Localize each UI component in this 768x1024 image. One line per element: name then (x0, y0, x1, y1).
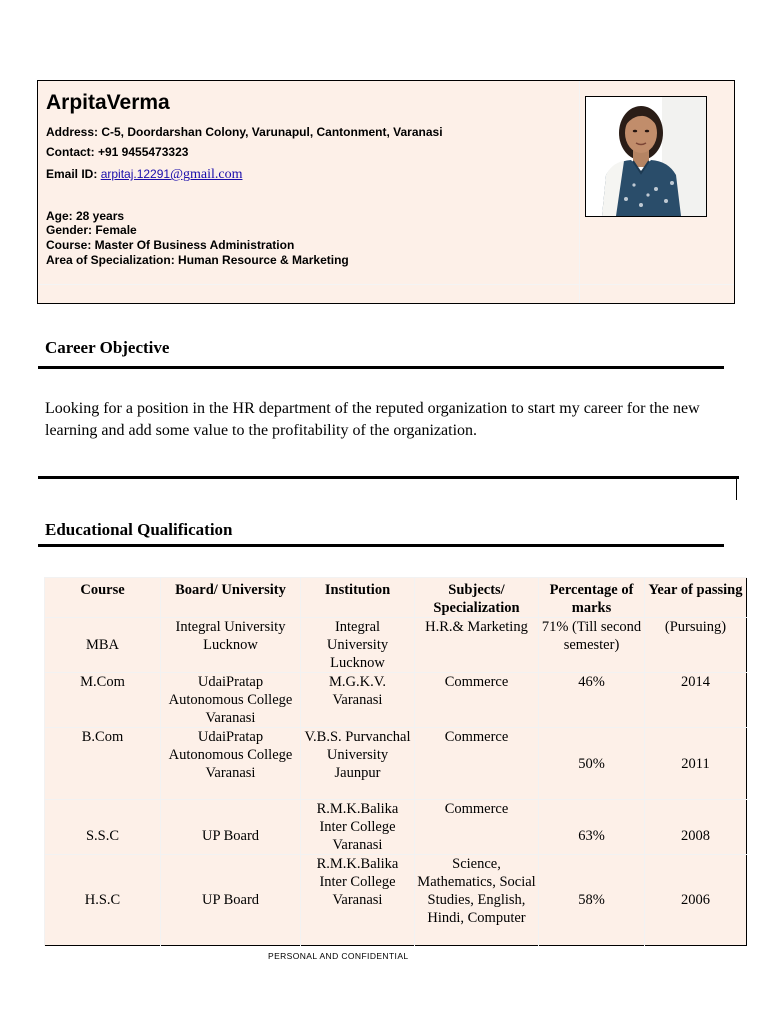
gender-line: Gender: Female (46, 223, 137, 237)
cell-year: (Pursuing) (645, 618, 747, 673)
section-divider (38, 544, 724, 547)
cell-board: UP Board (161, 855, 301, 946)
cell-course: M.Com (45, 673, 161, 728)
footer-confidential-note: PERSONAL AND CONFIDENTIAL (268, 951, 409, 961)
cell-course: H.S.C (45, 855, 161, 946)
cell-year: 2014 (645, 673, 747, 728)
cell-subjects: Commerce (415, 728, 539, 800)
cell-subjects: Science, Mathematics, Social Studies, English, Hindi, Computer (415, 855, 539, 946)
cell-percentage: 71% (Till second semester) (539, 618, 645, 673)
table-row (45, 728, 747, 800)
section-divider (38, 366, 724, 369)
cell-percentage: 50% (539, 728, 645, 800)
email-line (46, 167, 242, 183)
email-user: arpitaj.12291 (100, 167, 171, 181)
email-label: Email ID: (46, 167, 101, 181)
cell-year: 2011 (645, 728, 747, 800)
email-domain: @gmail.com (170, 167, 243, 182)
cell-institution: V.B.S. Purvanchal University Jaunpur (301, 728, 415, 800)
email-link[interactable] (101, 167, 243, 181)
cell-institution: R.M.K.Balika Inter College Varanasi (301, 800, 415, 855)
specialization-line: Area of Specialization: Human Resource & Marketing (46, 253, 349, 267)
cell-institution: Integral University Lucknow (301, 618, 415, 673)
cell-percentage: 63% (539, 800, 645, 855)
section-divider (38, 476, 739, 479)
column-header: Board/ University (161, 578, 301, 618)
column-header: Course (45, 578, 161, 618)
cell-percentage: 46% (539, 673, 645, 728)
table-row (45, 800, 747, 855)
cell-institution: R.M.K.Balika Inter College Varanasi (301, 855, 415, 946)
table-row (45, 618, 747, 673)
cell-year: 2006 (645, 855, 747, 946)
cell-course: S.S.C (45, 800, 161, 855)
table-row (45, 855, 747, 946)
cell-institution: M.G.K.V. Varanasi (301, 673, 415, 728)
profile-header-box (37, 80, 735, 304)
cell-subjects: Commerce (415, 800, 539, 855)
divider-tick (736, 479, 737, 500)
person-portrait-icon (586, 97, 706, 216)
column-header: Percentage of marks (539, 578, 645, 618)
cell-board: UP Board (161, 800, 301, 855)
cell-subjects: Commerce (415, 673, 539, 728)
cell-subjects: H.R.& Marketing (415, 618, 539, 673)
candidate-name: ArpitaVerma (46, 91, 170, 114)
column-header: Institution (301, 578, 415, 618)
column-header: Subjects/ Specialization (415, 578, 539, 618)
career-objective-text: Looking for a position in the HR department of the reputed organization to start my career for the new learning and add some value to the profitability of the organization. (45, 400, 700, 439)
education-heading: Educational Qualification (45, 520, 233, 539)
education-table (44, 577, 747, 946)
column-header: Year of passing (645, 578, 747, 618)
cell-course: MBA (45, 618, 161, 673)
cell-year: 2008 (645, 800, 747, 855)
cell-course: B.Com (45, 728, 161, 800)
cell-percentage: 58% (539, 855, 645, 946)
cell-board: UdaiPratap Autonomous College Varanasi (161, 728, 301, 800)
address-line: Address: C-5, Doordarshan Colony, Varunapul, Cantonment, Varanasi (46, 125, 443, 139)
table-header-row (45, 578, 747, 618)
contact-line: Contact: +91 9455473323 (46, 145, 189, 159)
table-row (45, 673, 747, 728)
course-line: Course: Master Of Business Administration (46, 238, 295, 252)
cell-board: UdaiPratap Autonomous College Varanasi (161, 673, 301, 728)
career-objective-heading: Career Objective (45, 338, 170, 357)
age-line: Age: 28 years (46, 209, 125, 223)
cell-board: Integral University Lucknow (161, 618, 301, 673)
profile-photo (585, 96, 707, 217)
